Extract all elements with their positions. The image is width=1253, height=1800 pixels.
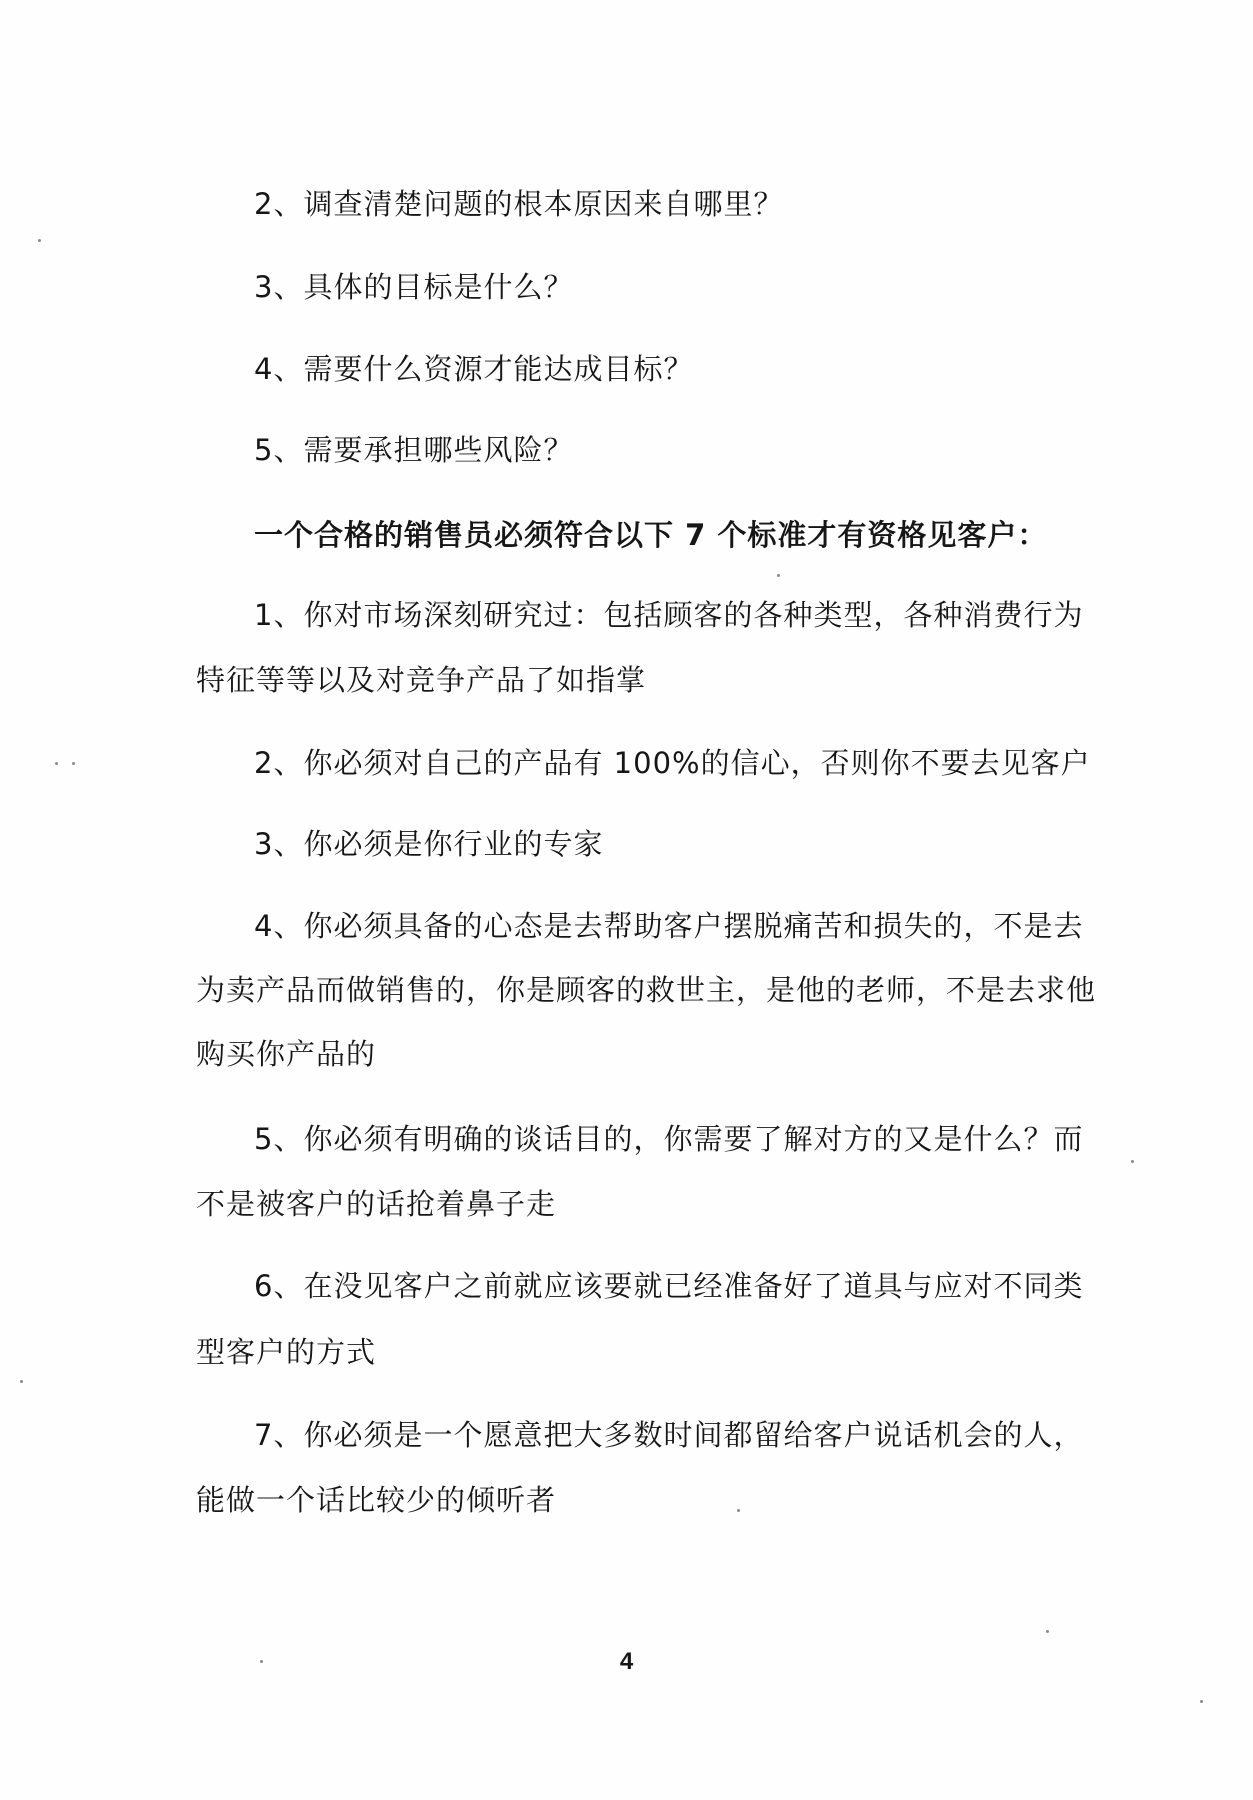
scan-speck (1200, 1700, 1203, 1703)
list-item-4: 4、需要什么资源才能达成目标？ (254, 352, 694, 386)
standard-4-line-2: 为卖产品而做销售的，你是顾客的救世主，是他的老师，不是去求他 (196, 973, 1097, 1007)
standard-5-line-2: 不是被客户的话抢着鼻子走 (196, 1187, 557, 1221)
standard-1-line-2: 特征等等以及对竞争产品了如指掌 (196, 663, 647, 697)
standard-6-line-1: 6、在没见客户之前就应该要就已经准备好了道具与应对不同类 (254, 1269, 1084, 1303)
standard-1-line-1: 1、你对市场深刻研究过：包括顾客的各种类型，各种消费行为 (254, 598, 1084, 632)
scan-speck (260, 1660, 263, 1663)
standard-5-line-1: 5、你必须有明确的谈话目的，你需要了解对方的又是什么？而 (254, 1122, 1084, 1156)
standard-4-line-3: 购买你产品的 (196, 1037, 377, 1071)
scan-speck (55, 762, 58, 765)
standard-3: 3、你必须是你行业的专家 (254, 827, 604, 861)
list-item-2: 2、调查清楚问题的根本原因来自哪里？ (254, 187, 784, 221)
page-number: 4 (619, 1648, 634, 1675)
scan-speck (737, 1509, 740, 1512)
standard-2: 2、你必须对自己的产品有 100%的信心，否则你不要去见客户 (254, 746, 1091, 780)
standard-7-line-2: 能做一个话比较少的倾听者 (196, 1483, 557, 1517)
scan-speck (1131, 1160, 1134, 1163)
scan-speck (1046, 1630, 1049, 1633)
standard-7-line-1: 7、你必须是一个愿意把大多数时间都留给客户说话机会的人， (254, 1418, 1084, 1452)
scan-speck (20, 1380, 23, 1383)
list-item-5: 5、需要承担哪些风险？ (254, 433, 574, 467)
list-item-3: 3、具体的目标是什么？ (254, 270, 574, 304)
scan-speck (38, 239, 41, 242)
section-heading: 一个合格的销售员必须符合以下 7 个标准才有资格见客户： (254, 518, 1048, 552)
standard-6-line-2: 型客户的方式 (196, 1335, 377, 1369)
standard-4-line-1: 4、你必须具备的心态是去帮助客户摆脱痛苦和损失的，不是去 (254, 909, 1084, 943)
scan-speck (72, 762, 75, 765)
scan-speck (777, 574, 780, 577)
